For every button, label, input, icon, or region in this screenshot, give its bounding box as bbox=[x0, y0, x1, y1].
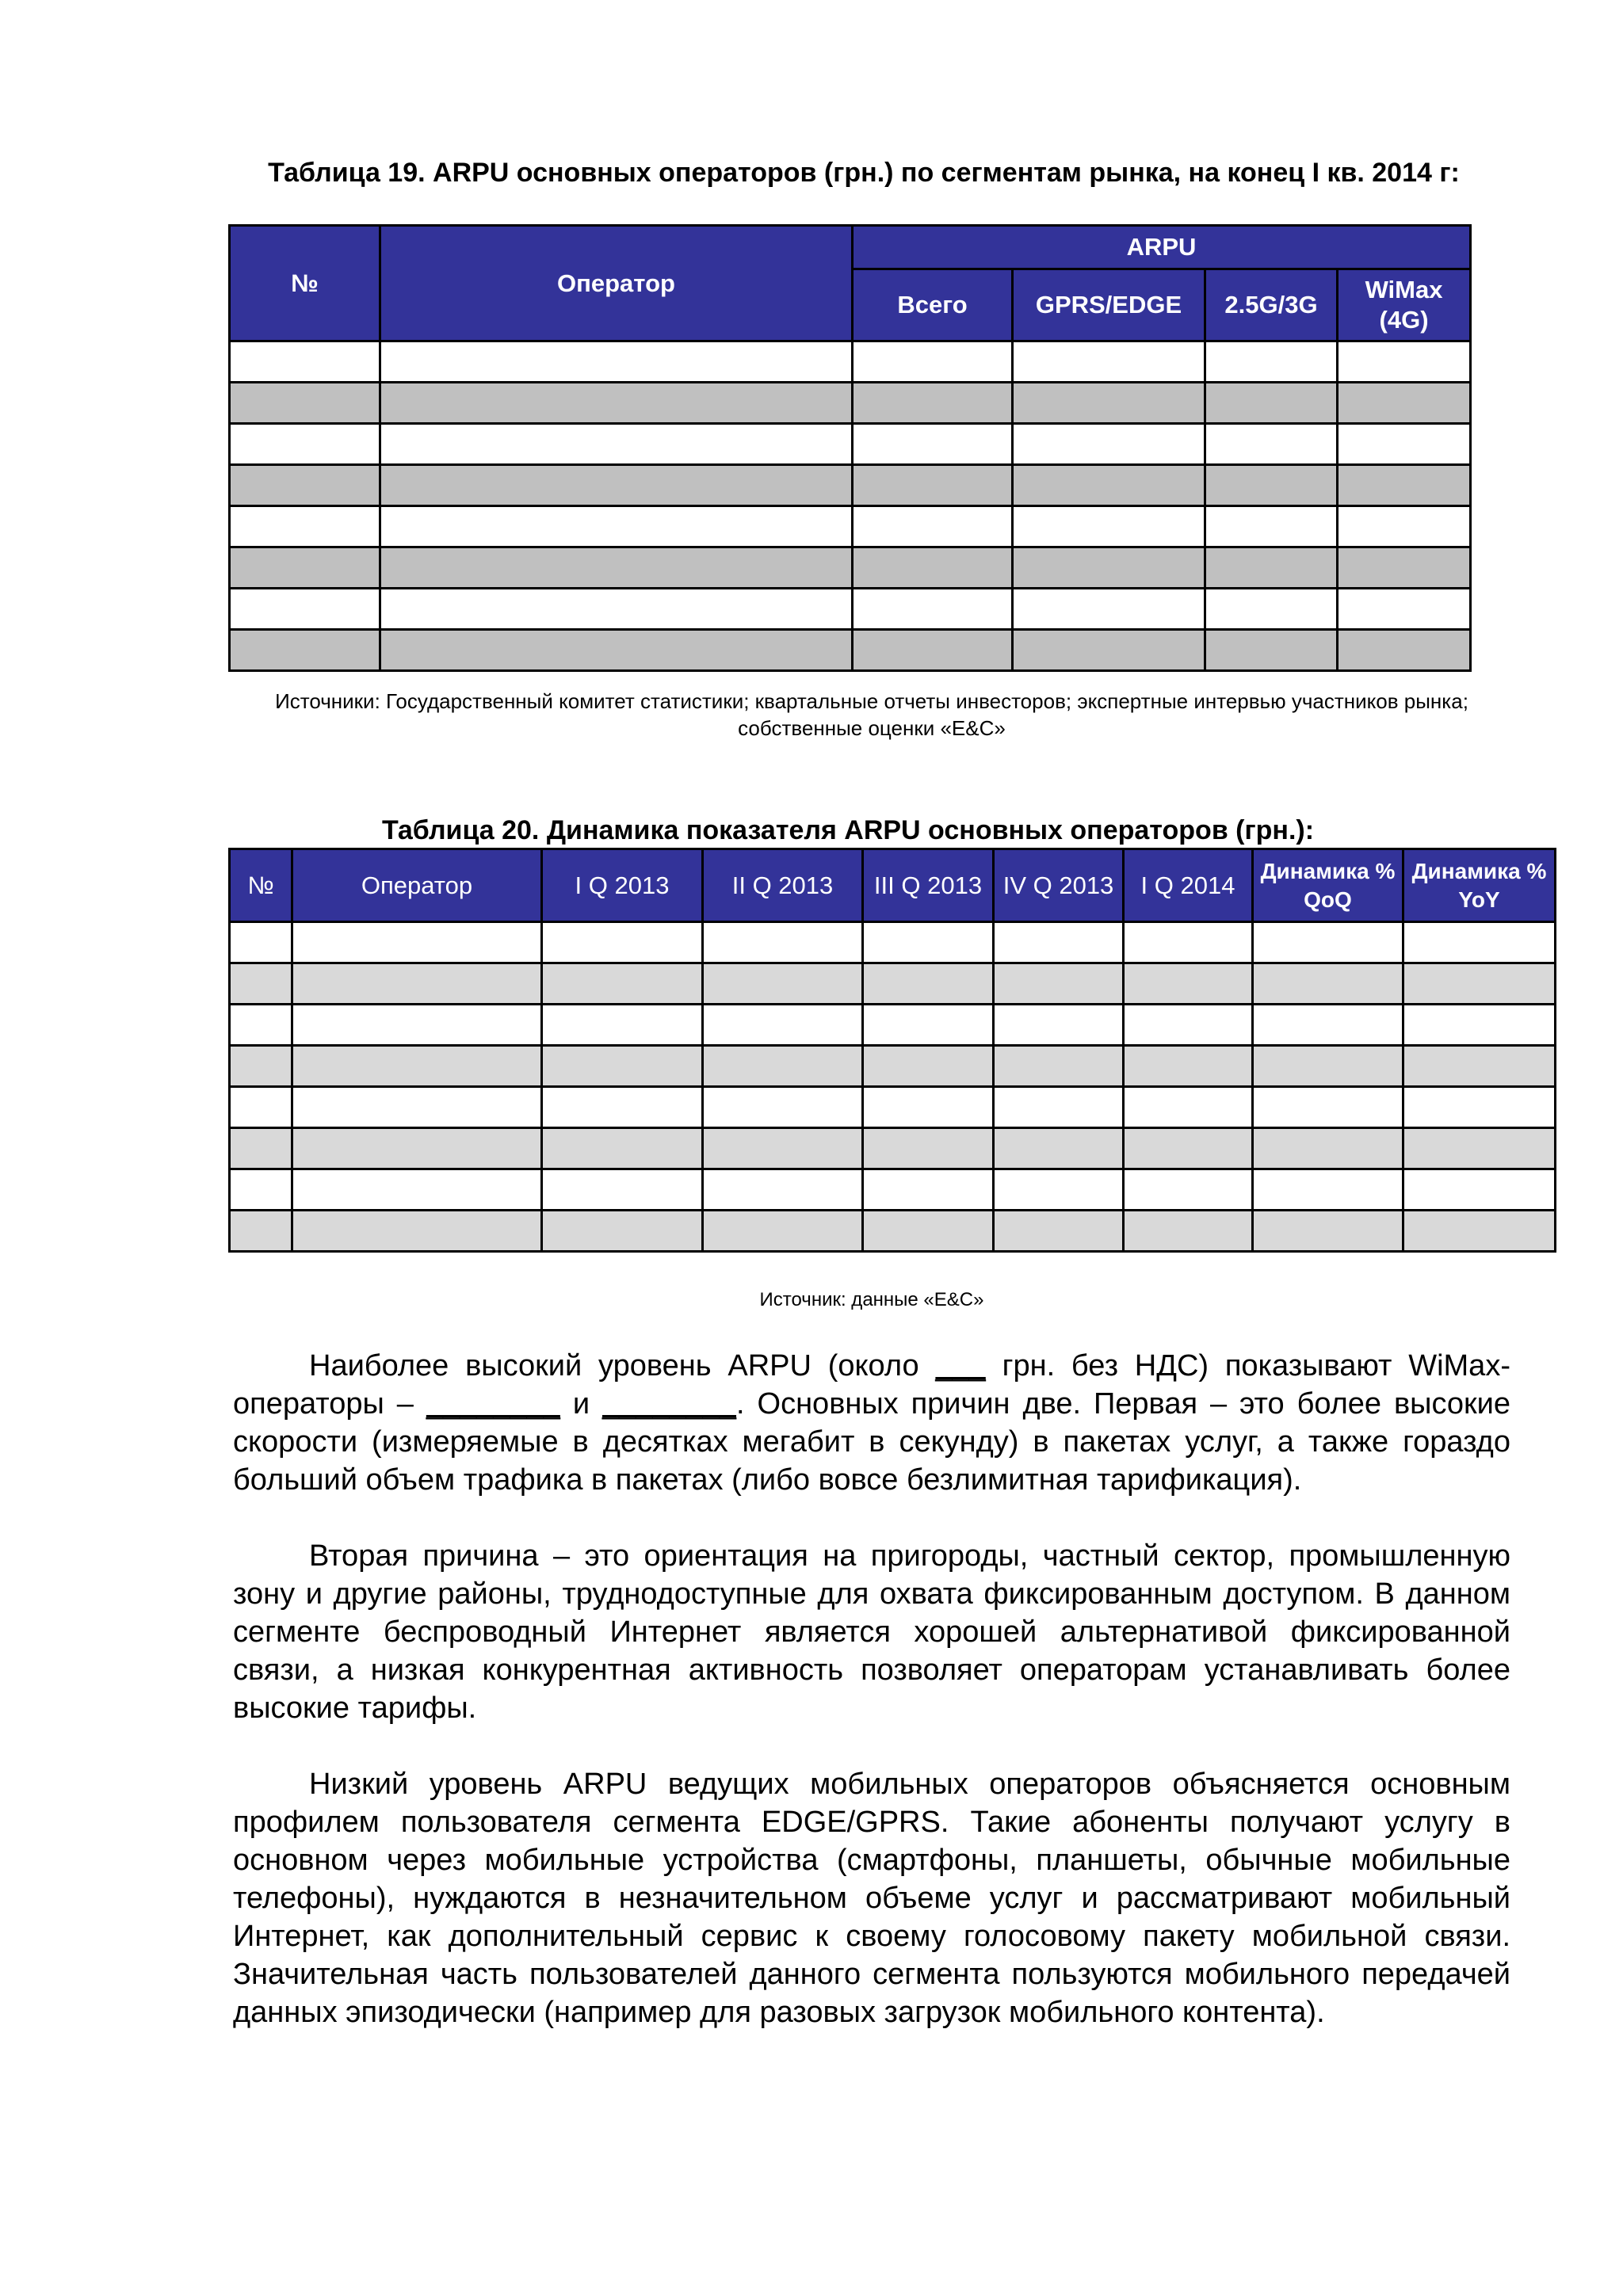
paragraph-3: Низкий уровень ARPU ведущих мобильных операторов объясняется основным профилем пользователя сегмента EDGE/GPRS. Такие абоненты получают услугу в основном через мобильные устройства (смартфоны, планшеты, обычные мобильные телефоны), нуждаются в незначительном объеме услуг и рассматривают мобильный Интернет, как дополнительный сервис к своему голосовому пакету мобильной связи. Значительная часть пользователей данного сегмента пользуются мобильного передачей данных эпизодически (например для разовых загрузок мобильного контента). bbox=[233, 1768, 1510, 2029]
t20-header-q4-2013: IV Q 2013 bbox=[994, 849, 1124, 922]
t19-header-3g: 2.5G/3G bbox=[1205, 269, 1338, 341]
table-row bbox=[230, 383, 1471, 424]
table-row bbox=[230, 1005, 1556, 1046]
t19-header-arpu: ARPU bbox=[853, 226, 1471, 269]
table-row bbox=[230, 341, 1471, 383]
t20-header-qoq: Динамика % QoQ bbox=[1253, 849, 1403, 922]
table-row bbox=[230, 424, 1471, 465]
table-row bbox=[230, 506, 1471, 547]
t20-header-q3-2013: III Q 2013 bbox=[863, 849, 994, 922]
t19-header-wimax: WiMax (4G) bbox=[1338, 269, 1471, 341]
table20-source: Источник: данные «E&C» bbox=[759, 1289, 984, 1310]
table19-source: Источники: Государственный комитет статистики; квартальные отчеты инвесторов; экспертные интервью участников рынка; собственные оценки «E&C» bbox=[275, 689, 1468, 740]
t19-header-gprs: GPRS/EDGE bbox=[1013, 269, 1205, 341]
t19-header-operator: Оператор bbox=[380, 226, 853, 341]
t19-header-total: Всего bbox=[853, 269, 1013, 341]
t20-header-operator: Оператор bbox=[292, 849, 542, 922]
table-row bbox=[230, 963, 1556, 1005]
t20-header-q1-2013: I Q 2013 bbox=[542, 849, 703, 922]
table-row bbox=[230, 630, 1471, 671]
table-row bbox=[230, 547, 1471, 589]
paragraph-1: Наиболее высокий уровень ARPU (около ___ грн. без НДС) показывают WiMax-операторы – ________ и ________. Основных причин две. Первая – это более высокие скорости (измеряемые в десятках мегабит в секунду) в пакетах услуг, а также гораздо больший объем трафика в пакетах (либо вовсе безлимитная тарификация). bbox=[233, 1349, 1511, 1497]
body-text bbox=[233, 1347, 1510, 2031]
t19-header-num: № bbox=[230, 226, 380, 341]
table20-caption: Таблица 20. Динамика показателя ARPU основных операторов (грн.): bbox=[381, 815, 1315, 845]
table-row bbox=[230, 1087, 1556, 1128]
table19-caption: Таблица 19. ARPU основных операторов (грн.) по сегментам рынка, на конец I кв. 2014 г: bbox=[268, 158, 1460, 188]
table-row bbox=[230, 1046, 1556, 1087]
t20-header-num: № bbox=[230, 849, 292, 922]
table19 bbox=[228, 224, 1472, 672]
t20-header-q2-2013: II Q 2013 bbox=[703, 849, 863, 922]
t20-header-q1-2014: I Q 2014 bbox=[1124, 849, 1253, 922]
paragraph-2: Вторая причина – это ориентация на пригороды, частный сектор, промышленную зону и другие районы, труднодоступные для охвата фиксированным доступом. В данном сегменте беспроводный Интернет является хорошей альтернативой фиксированной связи, а низкая конкурентная активность позволяет операторам устанавливать более высокие тарифы. bbox=[233, 1539, 1510, 1725]
table-row bbox=[230, 1128, 1556, 1169]
table-row bbox=[230, 922, 1556, 963]
table-row bbox=[230, 1211, 1556, 1252]
table-row bbox=[230, 465, 1471, 506]
t20-header-yoy: Динамика % YoY bbox=[1403, 849, 1556, 922]
table-row bbox=[230, 589, 1471, 630]
table-row bbox=[230, 1169, 1556, 1211]
table20 bbox=[228, 848, 1556, 1253]
